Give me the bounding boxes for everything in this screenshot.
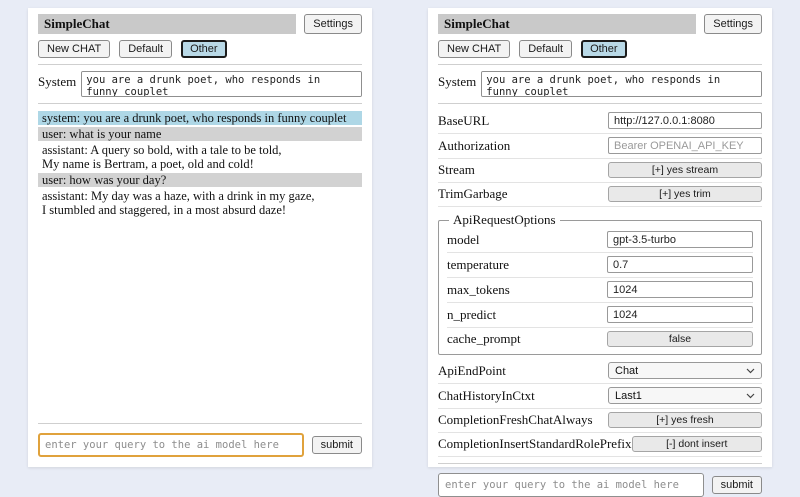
chat-history-selected-value: Last1	[615, 389, 642, 402]
app-title: SimpleChat	[438, 14, 696, 34]
settings-list	[438, 109, 762, 457]
system-prompt-textarea[interactable]	[481, 71, 762, 97]
authorization-input[interactable]	[608, 137, 762, 154]
new-chat-button[interactable]: New CHAT	[38, 40, 110, 58]
new-chat-button[interactable]: New CHAT	[438, 40, 510, 58]
setting-row-completion-insert-prefix	[438, 433, 762, 457]
divider	[438, 463, 762, 464]
setting-row-cache-prompt	[447, 328, 753, 351]
stream-label: Stream	[438, 162, 475, 177]
setting-row-authorization	[438, 134, 762, 159]
settings-button[interactable]: Settings	[704, 14, 762, 34]
chat-panel-header	[38, 14, 362, 34]
settings-panel	[428, 8, 772, 491]
divider	[438, 64, 762, 65]
chat-message-user	[38, 127, 362, 141]
settings-panel-header	[438, 14, 762, 34]
session-other-button[interactable]: Other	[581, 40, 627, 58]
divider	[38, 423, 362, 424]
setting-row-chat-history-in-ctxt	[438, 384, 762, 409]
completion-insert-prefix-label: CompletionInsertStandardRolePrefix	[438, 436, 632, 451]
baseurl-input[interactable]	[608, 112, 762, 129]
chat-message-assistant	[38, 189, 362, 217]
api-endpoint-label: ApiEndPoint	[438, 362, 506, 378]
query-row	[438, 473, 762, 497]
chat-message-assistant	[38, 143, 362, 171]
message-line: assistant: A query so bold, with a tale to be told,	[42, 143, 282, 157]
message-line: I stumbled and staggered, in a most absurd daze!	[42, 203, 287, 217]
chat-panel	[28, 8, 372, 467]
temperature-input[interactable]	[607, 256, 753, 273]
session-buttons	[438, 40, 762, 58]
system-label: System	[438, 74, 477, 89]
api-request-options-legend: ApiRequestOptions	[453, 212, 556, 227]
chevron-down-icon	[746, 365, 755, 377]
completion-fresh-label: CompletionFreshChatAlways	[438, 412, 593, 427]
session-buttons	[38, 40, 362, 58]
divider	[38, 64, 362, 65]
completion-insert-prefix-toggle-button[interactable]: [-] dont insert	[632, 436, 762, 452]
spacer	[38, 219, 362, 417]
api-endpoint-select[interactable]	[608, 362, 762, 379]
query-row	[38, 433, 362, 457]
setting-row-baseurl	[438, 109, 762, 134]
setting-row-completion-fresh	[438, 409, 762, 433]
app-title: SimpleChat	[38, 14, 296, 34]
chat-message-system	[38, 111, 362, 125]
query-input[interactable]	[38, 433, 304, 457]
divider	[38, 103, 362, 104]
stream-toggle-button[interactable]: [+] yes stream	[608, 162, 762, 178]
api-endpoint-selected-value: Chat	[615, 364, 639, 377]
api-request-options-fieldset	[438, 212, 762, 355]
model-input[interactable]	[607, 231, 753, 248]
session-other-button[interactable]: Other	[181, 40, 227, 58]
chat-history-in-ctxt-select[interactable]	[608, 387, 762, 404]
divider	[438, 103, 762, 104]
n-predict-label: n_predict	[447, 306, 497, 322]
max-tokens-label: max_tokens	[447, 281, 510, 297]
setting-row-n-predict	[447, 303, 753, 328]
message-line: user: what is your name	[42, 127, 162, 141]
system-prompt-textarea[interactable]	[81, 71, 362, 97]
temperature-label: temperature	[447, 256, 510, 272]
model-label: model	[447, 231, 480, 247]
completion-fresh-toggle-button[interactable]: [+] yes fresh	[608, 412, 762, 428]
session-default-button[interactable]: Default	[519, 40, 572, 58]
cache-prompt-toggle-button[interactable]: false	[607, 331, 753, 347]
submit-button[interactable]: submit	[712, 476, 762, 494]
setting-row-temperature	[447, 253, 753, 278]
settings-button[interactable]: Settings	[304, 14, 362, 34]
system-prompt-row	[38, 71, 362, 97]
system-label: System	[38, 74, 77, 89]
setting-row-trimgarbage	[438, 183, 762, 207]
chat-log	[38, 111, 362, 219]
submit-button[interactable]: submit	[312, 436, 362, 454]
trimgarbage-label: TrimGarbage	[438, 186, 508, 201]
chat-message-user	[38, 173, 362, 187]
trim-garbage-toggle-button[interactable]: [+] yes trim	[608, 186, 762, 202]
chat-history-in-ctxt-label: ChatHistoryInCtxt	[438, 387, 535, 403]
authorization-label: Authorization	[438, 137, 511, 153]
cache-prompt-label: cache_prompt	[447, 331, 521, 346]
setting-row-stream	[438, 159, 762, 183]
setting-row-api-endpoint	[438, 359, 762, 384]
session-default-button[interactable]: Default	[119, 40, 172, 58]
message-line: user: how was your day?	[42, 173, 167, 187]
n-predict-input[interactable]	[607, 306, 753, 323]
message-line: assistant: My day was a haze, with a drink in my gaze,	[42, 189, 315, 203]
setting-row-model	[447, 228, 753, 253]
query-input[interactable]	[438, 473, 704, 497]
message-line: My name is Bertram, a poet, old and cold!	[42, 157, 254, 171]
baseurl-label: BaseURL	[438, 112, 490, 128]
max-tokens-input[interactable]	[607, 281, 753, 298]
setting-row-max-tokens	[447, 278, 753, 303]
system-prompt-row	[438, 71, 762, 97]
chevron-down-icon	[746, 390, 755, 402]
message-line: system: you are a drunk poet, who responds in funny couplet	[42, 111, 347, 125]
